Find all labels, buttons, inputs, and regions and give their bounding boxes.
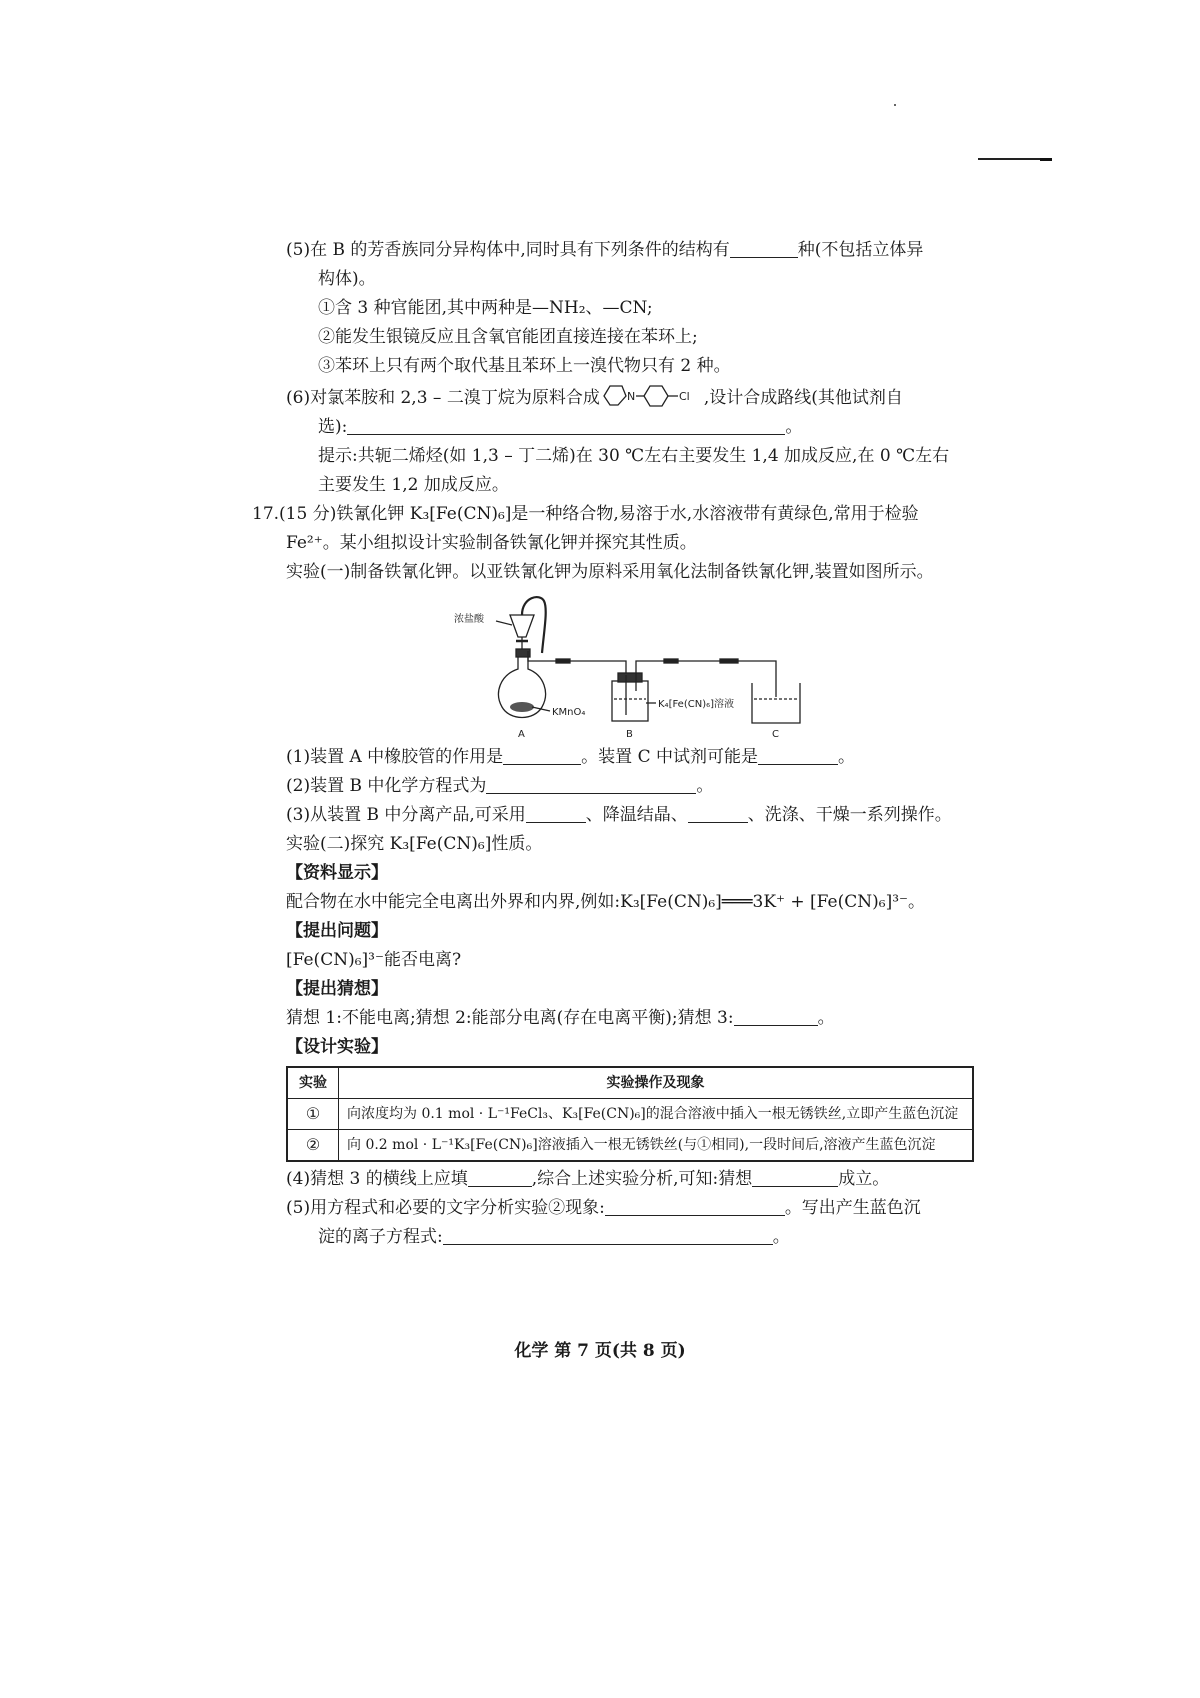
scan-speck bbox=[894, 104, 896, 106]
label-c: C bbox=[772, 729, 779, 740]
q17-part5: (5)用方程式和必要的文字分析实验②现象: 。写出产生蓝色沉 bbox=[286, 1198, 921, 1218]
table-cell-num: ① bbox=[287, 1099, 339, 1130]
design-heading: 【设计实验】 bbox=[286, 1037, 388, 1057]
exam-page-content bbox=[252, 236, 986, 1252]
label-b: B bbox=[626, 729, 633, 740]
label-a: A bbox=[518, 729, 525, 740]
q5-condition-2: ②能发生银镜反应且含氧官能团直接连接在苯环上; bbox=[318, 327, 698, 347]
target-molecule-structure bbox=[600, 381, 704, 411]
answer-blank[interactable] bbox=[503, 746, 581, 765]
svg-text:Cl: Cl bbox=[678, 390, 690, 403]
q5-line2: 构体)。 bbox=[318, 269, 376, 289]
answer-blank[interactable] bbox=[347, 416, 785, 435]
q17-part3: (3)从装置 B 中分离产品,可采用 、降温结晶、 、洗涤、干燥一系列操作。 bbox=[286, 805, 952, 825]
q17-part5-line2: 淀的离子方程式: 。 bbox=[318, 1227, 790, 1247]
apparatus-diagram bbox=[436, 591, 826, 741]
q17-experiment1-heading: 实验(一)制备铁氰化钾。以亚铁氰化钾为原料采用氧化法制备铁氰化钾,装置如图所示。 bbox=[286, 562, 934, 582]
answer-blank[interactable] bbox=[526, 804, 586, 823]
table-row bbox=[287, 1099, 973, 1130]
table-header-row bbox=[287, 1067, 973, 1099]
q17-intro-line1: 17.(15 分)铁氰化钾 K₃[Fe(CN)₆]是一种络合物,易溶于水,水溶液带有黄绿色,常用于检验 bbox=[252, 504, 919, 524]
label-kmno4: KMnO₄ bbox=[552, 707, 586, 718]
table-cell-text: 向 0.2 mol · L⁻¹K₃[Fe(CN)₆]溶液插入一根无锈铁丝(与①相同),一段时间后,溶液产生蓝色沉淀 bbox=[339, 1130, 974, 1162]
page-footer: 化学 第 7 页(共 8 页) bbox=[514, 1341, 686, 1361]
guess-heading: 【提出猜想】 bbox=[286, 979, 388, 999]
question-text: [Fe(CN)₆]³⁻能否电离? bbox=[286, 950, 462, 970]
guess-text: 猜想 1:不能电离;猜想 2:能部分电离(存在电离平衡);猜想 3: 。 bbox=[286, 1008, 835, 1028]
answer-blank[interactable] bbox=[752, 1168, 838, 1187]
q5-condition-3: ③苯环上只有两个取代基且苯环上一溴代物只有 2 种。 bbox=[318, 356, 731, 376]
question-heading: 【提出问题】 bbox=[286, 921, 388, 941]
label-concentrated-hcl: 浓盐酸 bbox=[454, 614, 484, 625]
table-cell-num: ② bbox=[287, 1130, 339, 1162]
table-header: 实验操作及现象 bbox=[339, 1067, 974, 1099]
q6-line1: (6)对氯苯胺和 2,3 – 二溴丁烷为原料合成 N Cl ,设计合成路线(其他试剂自 bbox=[286, 381, 986, 413]
table-header: 实验 bbox=[287, 1067, 339, 1099]
svg-text:N: N bbox=[626, 390, 636, 403]
answer-blank[interactable] bbox=[730, 239, 798, 258]
q5-condition-1: ①含 3 种官能团,其中两种是—NH₂、—CN; bbox=[318, 298, 653, 318]
label-k4fecn6-solution: K₄[Fe(CN)₆]溶液 bbox=[658, 699, 735, 710]
corner-rule-mark bbox=[978, 158, 1052, 160]
answer-blank[interactable] bbox=[688, 804, 748, 823]
answer-blank[interactable] bbox=[605, 1197, 785, 1216]
q17-part2: (2)装置 B 中化学方程式为 。 bbox=[286, 776, 714, 796]
answer-blank[interactable] bbox=[443, 1226, 773, 1245]
q6-hint-line1: 提示:共轭二烯烃(如 1,3 – 丁二烯)在 30 ℃左右主要发生 1,4 加成反应,在 0 ℃左右 bbox=[318, 446, 950, 466]
answer-blank[interactable] bbox=[758, 746, 838, 765]
answer-blank[interactable] bbox=[734, 1007, 818, 1026]
q17-part1: (1)装置 A 中橡胶管的作用是 。装置 C 中试剂可能是 。 bbox=[286, 747, 855, 767]
q6-hint-line2: 主要发生 1,2 加成反应。 bbox=[318, 475, 509, 495]
experiment-table bbox=[286, 1066, 974, 1162]
answer-blank[interactable] bbox=[486, 775, 696, 794]
info-text: 配合物在水中能完全电离出外界和内界,例如:K₃[Fe(CN)₆]═══3K⁺ + [Fe(CN)₆]³⁻。 bbox=[286, 892, 925, 912]
q17-experiment2-heading: 实验(二)探究 K₃[Fe(CN)₆]性质。 bbox=[286, 834, 543, 854]
table-row bbox=[287, 1130, 973, 1162]
answer-blank[interactable] bbox=[468, 1168, 532, 1187]
q5-line1: (5)在 B 的芳香族同分异构体中,同时具有下列条件的结构有 种(不包括立体异 bbox=[286, 240, 924, 260]
info-heading: 【资料显示】 bbox=[286, 863, 388, 883]
table-cell-text: 向浓度均为 0.1 mol · L⁻¹FeCl₃、K₃[Fe(CN)₆]的混合溶液中插入一根无锈铁丝,立即产生蓝色沉淀 bbox=[339, 1099, 974, 1130]
q17-part4: (4)猜想 3 的横线上应填 ,综合上述实验分析,可知:猜想 成立。 bbox=[286, 1169, 890, 1189]
q6-line2: 选): 。 bbox=[318, 417, 803, 437]
q17-intro-line2: Fe²⁺。某小组拟设计实验制备铁氰化钾并探究其性质。 bbox=[286, 533, 697, 553]
